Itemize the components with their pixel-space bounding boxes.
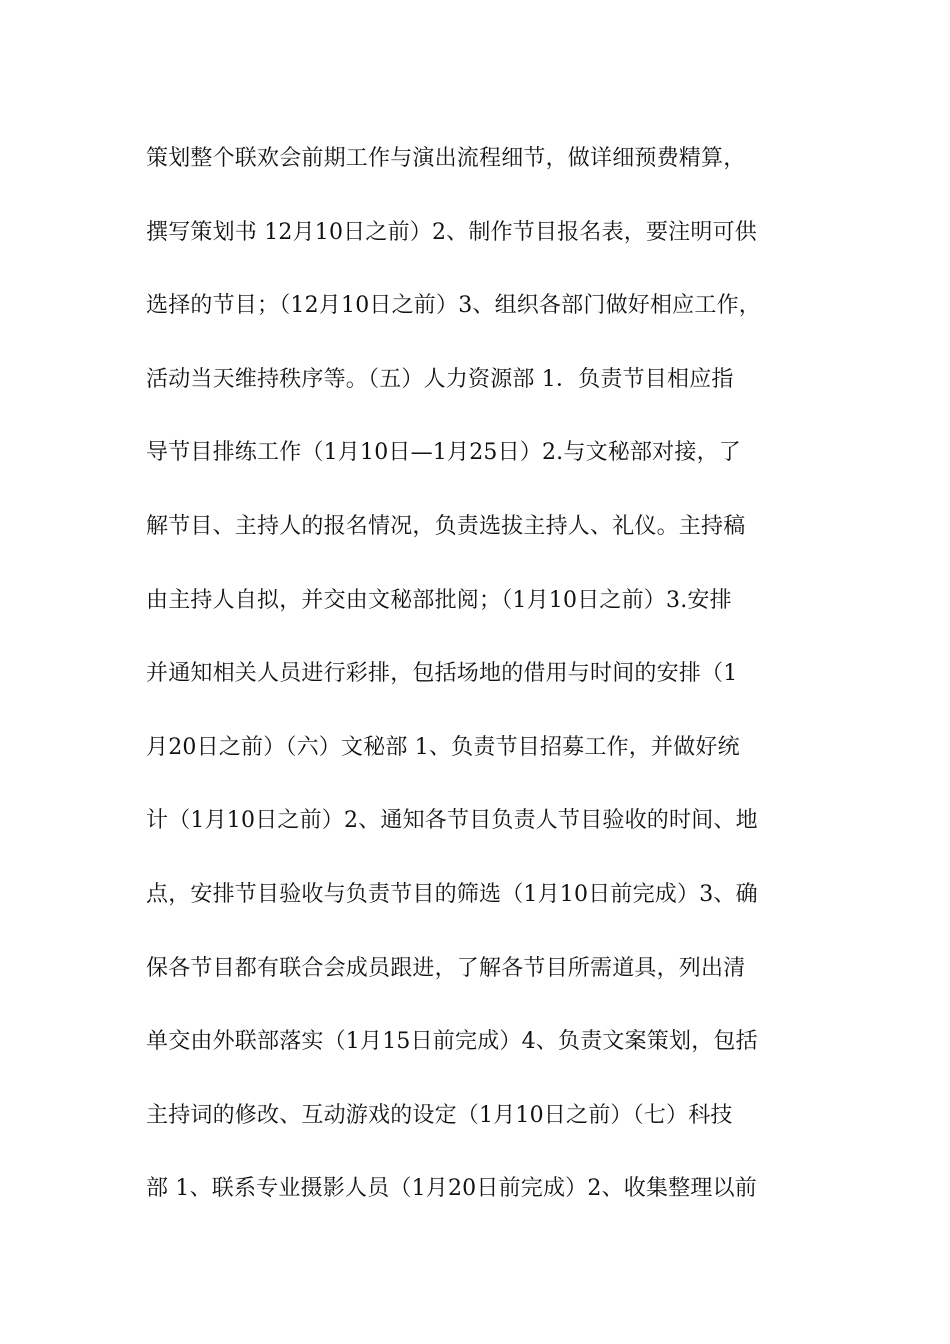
text-line: 保各节目都有联合会成员跟进，了解各节目所需道具，列出清 (146, 955, 746, 981)
text-line: 部 1、联系专业摄影人员（1月20日前完成）2、收集整理以前 (146, 1176, 757, 1202)
text-line: 计（1月10日之前）2、通知各节目负责人节目验收的时间、地 (146, 808, 758, 834)
text-line: 选择的节目；（12月10日之前）3、组织各部门做好相应工作， (146, 293, 761, 319)
text-line: 并通知相关人员进行彩排，包括场地的借用与时间的安排（1 (146, 661, 738, 687)
text-line: 解节目、主持人的报名情况，负责选拔主持人、礼仪。主持稿 (146, 513, 746, 539)
text-line: 单交由外联部落实（1月15日前完成）4、负责文案策划，包括 (146, 1029, 758, 1055)
text-line: 由主持人自拟，并交由文秘部批阅；（1月10日之前）3.安排 (146, 587, 732, 613)
text-line: 主持词的修改、互动游戏的设定（1月10日之前）（七）科技 (146, 1102, 733, 1128)
text-line: 撰写策划书 12月10日之前）2、制作节目报名表，要注明可供 (146, 219, 757, 245)
text-line: 活动当天维持秩序等。（五）人力资源部 1．负责节目相应指 (146, 366, 734, 392)
body-text (146, 137, 846, 1241)
text-line: 点，安排节目验收与负责节目的筛选（1月10日前完成）3、确 (146, 881, 758, 907)
text-line: 导节目排练工作（1月10日—1月25日）2.与文秘部对接，了 (146, 440, 741, 466)
text-line: 策划整个联欢会前期工作与演出流程细节，做详细预费精算， (146, 146, 746, 171)
text-line: 月20日之前）（六）文秘部 1、负责节目招募工作，并做好统 (146, 734, 740, 760)
